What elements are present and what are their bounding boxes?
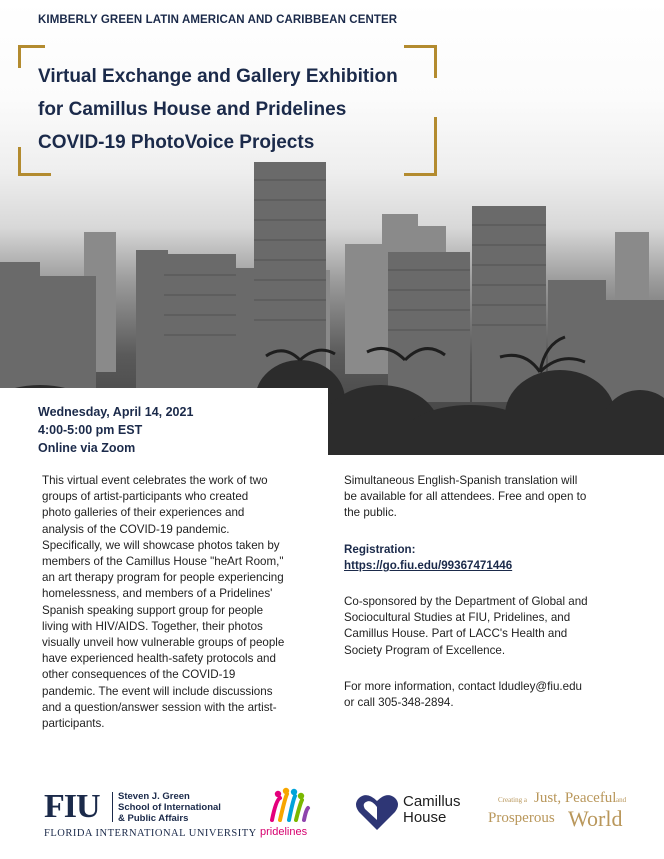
- event-title-line-3: COVID-19 PhotoVoice Projects: [38, 132, 315, 153]
- sponsor-logos: [0, 780, 664, 859]
- world-tagline-and: and: [616, 796, 627, 804]
- event-location: Online via Zoom: [38, 441, 136, 455]
- description-line: have experienced health-safety protocols and: [42, 652, 276, 666]
- title-bracket-bottom-right: [404, 117, 437, 176]
- registration-link[interactable]: https://go.fiu.edu/99367471446: [344, 559, 513, 573]
- description-line: an art therapy program for people experiencing: [42, 571, 284, 585]
- event-title-line-1: Virtual Exchange and Gallery Exhibition: [38, 66, 398, 87]
- description-line: other consequences of the COVID-19: [42, 668, 236, 682]
- camillus-name: [403, 794, 461, 826]
- cosponsor-line: Camillus House. Part of LACC's Health and: [344, 627, 568, 641]
- description-line: pandemic. The event will include discussions: [42, 684, 273, 698]
- title-bracket-top-right: [404, 45, 437, 78]
- org-name: KIMBERLY GREEN LATIN AMERICAN AND CARIBBEAN CENTER: [38, 14, 398, 26]
- world-tagline-small: Creating a: [498, 796, 527, 804]
- description-line: This virtual event celebrates the work of two: [42, 474, 268, 487]
- event-date: Wednesday, April 14, 2021: [38, 405, 194, 419]
- description-line: Specifically, we will showcase photos taken by: [42, 538, 280, 552]
- contact-note: [344, 679, 582, 711]
- registration-label: Registration:: [344, 543, 416, 556]
- cosponsor-line: Co-sponsored by the Department of Global and: [344, 595, 588, 608]
- translation-line: the public.: [344, 506, 397, 520]
- description-line: analysis of the COVID-19 pandemic.: [42, 522, 230, 536]
- contact-line: For more information, contact ldudley@fiu.edu: [344, 680, 582, 693]
- camillus-name-line: Camillus: [403, 793, 461, 810]
- fiu-school-line: & Public Affairs: [118, 813, 189, 824]
- pridelines-name: pridelines: [260, 826, 308, 838]
- title-bracket-top-left: [18, 45, 45, 68]
- event-description: [42, 473, 284, 732]
- camillus-heart-icon: [355, 792, 399, 832]
- pridelines-logo: [258, 786, 318, 844]
- translation-line: Simultaneous English-Spanish translation will: [344, 474, 578, 487]
- description-line: homelessness, and members of a Pridelines': [42, 587, 273, 601]
- event-title-line-2: for Camillus House and Pridelines: [38, 99, 347, 120]
- camillus-house-logo: [355, 792, 475, 842]
- description-line: groups of artist-participants who created: [42, 490, 249, 504]
- cosponsor-line: Sociocultural Studies at FIU, Pridelines, and: [344, 611, 571, 625]
- pridelines-figures-icon: [258, 786, 318, 826]
- translation-note: [344, 473, 586, 522]
- description-line: living with HIV/AIDS. Together, their photos: [42, 619, 263, 633]
- event-time: 4:00-5:00 pm EST: [38, 423, 143, 437]
- world-tagline-world: World: [568, 806, 623, 831]
- fiu-logo-divider: [112, 792, 113, 822]
- translation-line: be available for all attendees. Free and open to: [344, 490, 587, 504]
- world-tagline-line1: Just, Peaceful: [534, 790, 617, 806]
- world-tagline-prosperous: Prosperous: [488, 810, 555, 826]
- fiu-university-name: FLORIDA INTERNATIONAL UNIVERSITY: [44, 828, 257, 839]
- description-line: participants.: [42, 717, 105, 731]
- fiu-logo: [44, 788, 257, 842]
- contact-line: or call 305-348-2894.: [344, 696, 454, 710]
- description-line: photo galleries of their experiences and: [42, 506, 245, 520]
- camillus-name-line: House: [403, 809, 447, 826]
- fiu-school-line: Steven J. Green: [118, 791, 190, 802]
- fiu-school-name: [118, 791, 221, 824]
- description-line: Spanish speaking support group for people: [42, 603, 264, 617]
- world-tagline-logo: [488, 790, 638, 842]
- registration-section: [344, 542, 512, 574]
- cosponsor-line: Society Program of Excellence.: [344, 643, 506, 657]
- fiu-logo-abbr: FIU: [44, 788, 100, 825]
- description-line: and a question/answer session with the artist-: [42, 700, 277, 714]
- fiu-school-line: School of International: [118, 802, 221, 813]
- description-line: visually unveil how vulnerable groups of people: [42, 636, 285, 650]
- cosponsor-note: [344, 594, 588, 659]
- description-line: members of the Camillus House "heArt Room,": [42, 555, 284, 569]
